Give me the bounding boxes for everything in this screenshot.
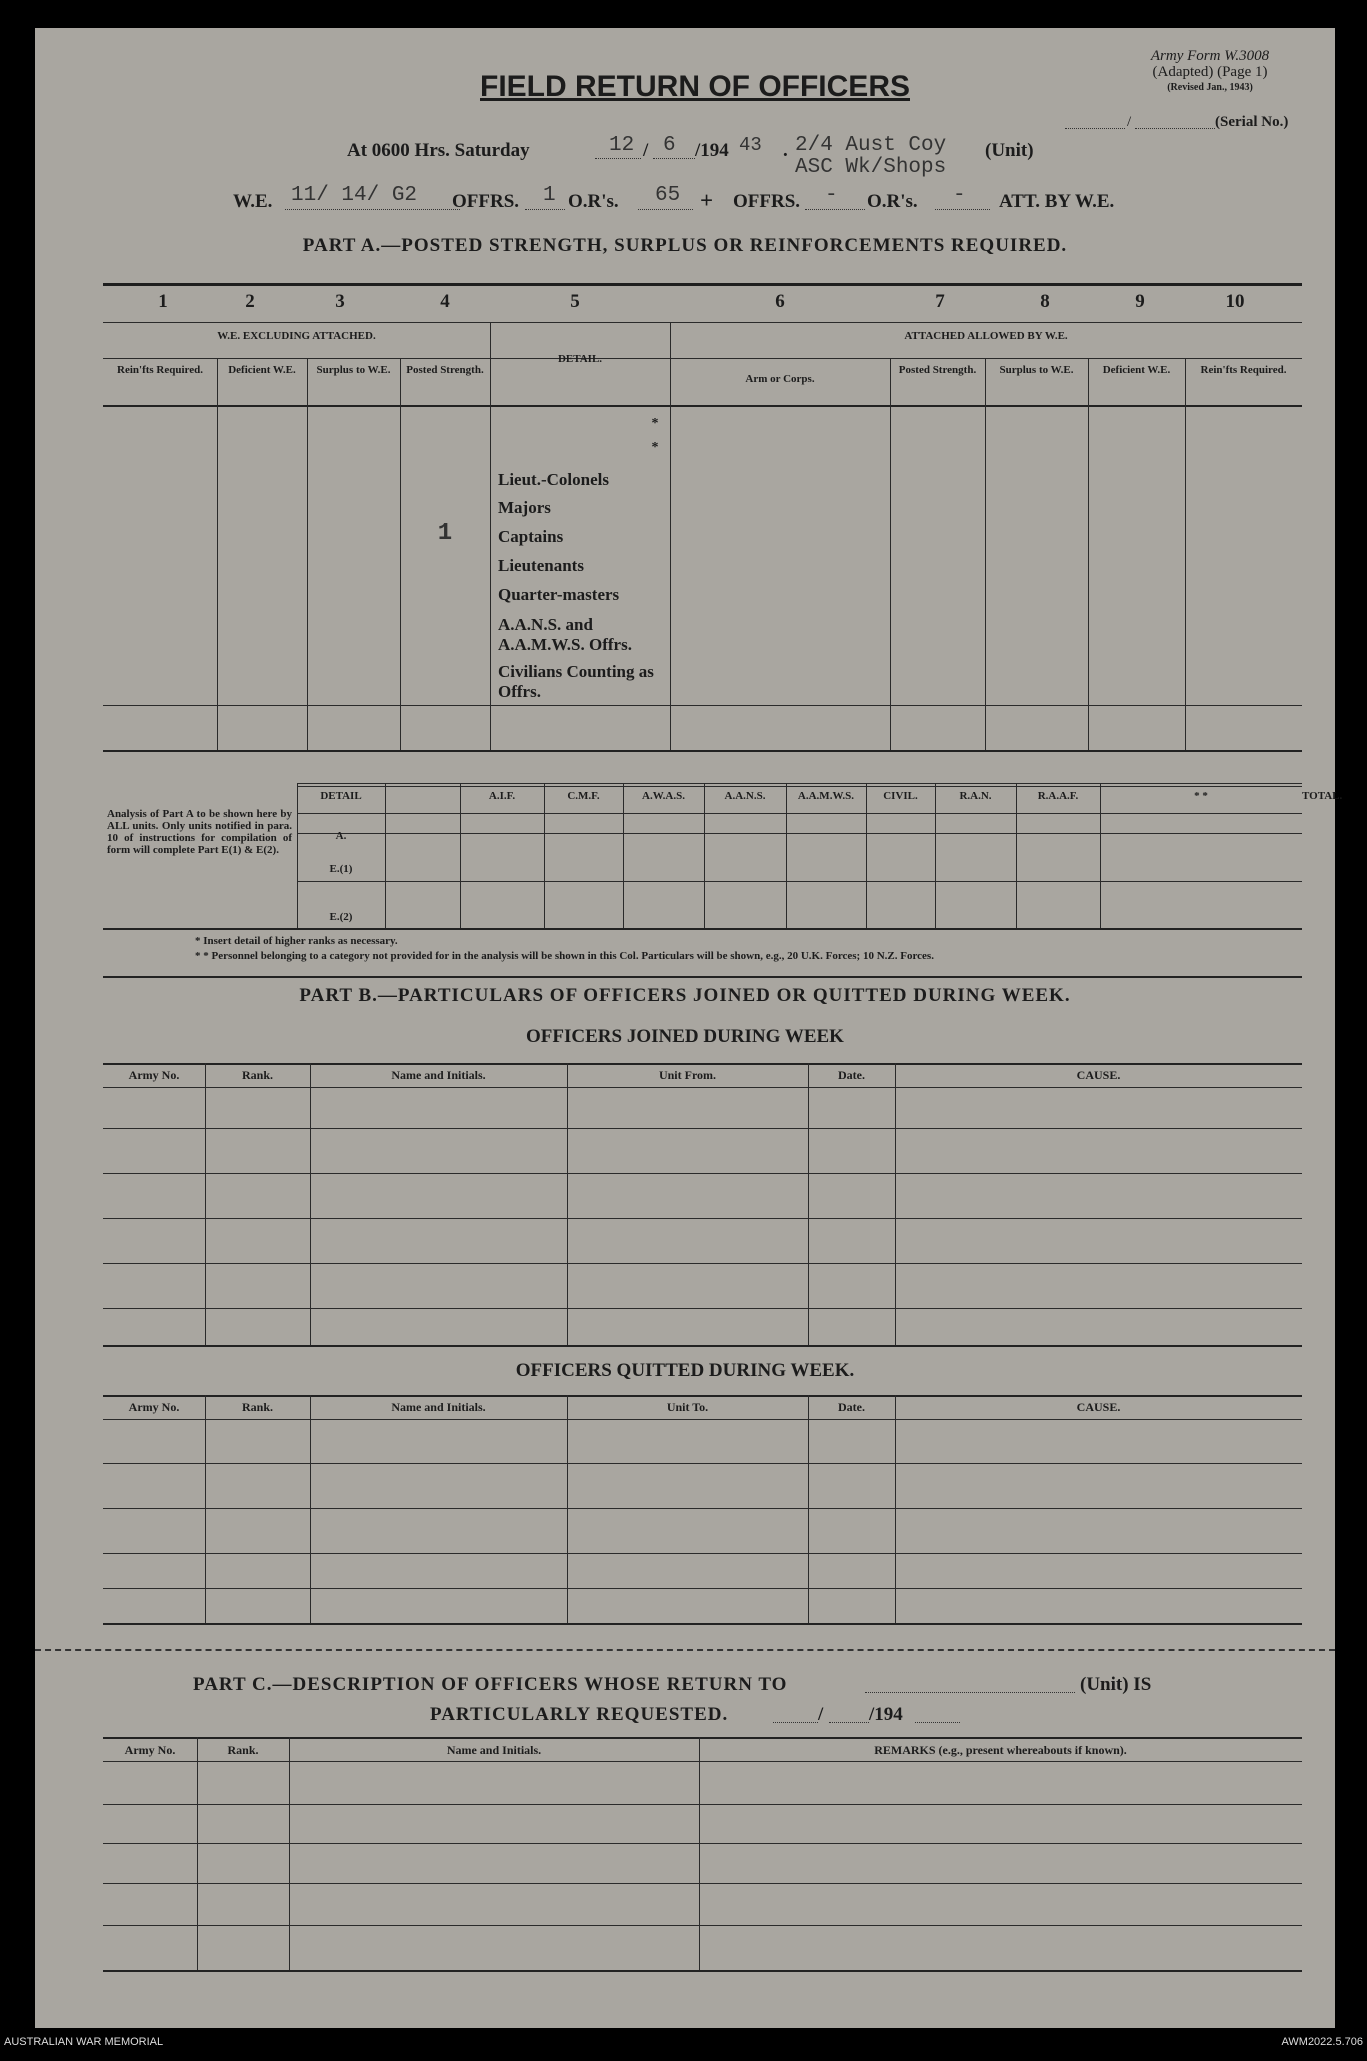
column-divider bbox=[297, 783, 298, 928]
rule bbox=[103, 976, 1302, 978]
column-number: 7 bbox=[935, 291, 945, 312]
offrs-att-label: OFFRS. bbox=[733, 191, 801, 212]
rule bbox=[103, 1925, 1302, 1926]
plus-sign: + bbox=[700, 188, 714, 213]
column-divider bbox=[699, 1737, 700, 1970]
analysis-column-header: A.A.M.W.S. bbox=[797, 790, 855, 802]
rule bbox=[103, 1737, 1302, 1739]
table-column-header: Name and Initials. bbox=[391, 1068, 486, 1082]
column-divider bbox=[1016, 783, 1017, 928]
analysis-column-header: C.M.F. bbox=[567, 790, 600, 802]
unit-name-line1: 2/4 Aust Coy bbox=[795, 134, 947, 157]
rank-label: A.A.N.S. and A.A.M.W.S. Offrs. bbox=[498, 615, 632, 654]
rule bbox=[103, 1345, 1302, 1347]
rule bbox=[103, 1087, 1302, 1088]
column-divider bbox=[808, 1063, 809, 1345]
footnote-personnel: * * Personnel belonging to a category not provided for in the analysis will be shown in this Col. Particulars will be shown, e.g., 20 U.K. Forces; 10 N.Z. Forces. bbox=[195, 950, 934, 962]
table-column-header: Rank. bbox=[241, 1400, 273, 1414]
rule bbox=[103, 1063, 1302, 1065]
column-divider bbox=[289, 1737, 290, 1970]
form-sheet: Army Form W.3008 (Adapted) (Page 1) (Revised Jan., 1943) / (Serial No.) FIELD RETURN OF OFFICERS At 0600 Hrs. Saturday 12 / 6 /194 43 . 2/4 Aust Coy (Unit) ASC Wk/Shops W.E. 11/ 14/ G2 OFFRS. 1 O.R's. 65 + OFFRS. - O.R's. - ATT. BY W.E. PART A.—POSTED STRENGTH, SURPLUS OR REINFORCEMENTS REQUIRED. 1 2 3 4 5 6 7 8 9 10 W.E. EXCLUDING ATTACHED. ATTACHED ALLOWED BY W.E. DETAIL. Rein'fts Required. Deficient W.E. Surplus to W.E. Posted Strength. Arm or Corps. Posted Strength. Surplus to W.E. Deficient W.E. Rein'fts Required. * * Lieut.-Colonels Majors Captains Lieutenants Quarter-masters A.A.N.S. and A.A.M.W.S. Offrs. Civilians Counting as Offrs. 1 DETAIL A.I.F. C.M.F. A.W.A.S. A.A.N.S. A.A.M.W.S. CIVIL. R.A.N. R.A.A.F. * * TOTAL. A. E.(1) E.(2) Analysis of Part A to be shown here by ALL units. Only units notified in para. 10 of instructions for compilation of form will complete Part E(1) & E(2). * Insert detail of higher ranks as necessary. * * Personnel belonging to a category not provided for in the analysis will be shown in this Col. Particulars will be shown, e.g., 20 U.K. Forces; 10 N.Z. Forces. PART B.—PARTICULARS OF OFFICERS JOINED OR QUITTED DURING WEEK. OFFICERS JOINED DURING WEEK Army No. Rank. Name and Initials. Unit From. Date. CAUSE. OFFICERS QUITTED DURING WEEK. Army No. Rank. Name and Initials. Unit To. Date. CAUSE. PART C.—DESCRIPTION OF OFFICERS WHOSE RETURN TO (Unit) IS PARTICULARLY REQUESTED. / /194 Army No. Rank. Name and Initials. REMARKS (e.g., present whereabouts if known). bbox=[35, 28, 1335, 2028]
analysis-column-header: A.W.A.S. bbox=[642, 790, 685, 802]
column-divider bbox=[704, 783, 705, 928]
attached-allowed-header: ATTACHED ALLOWED BY W.E. bbox=[904, 330, 1068, 342]
column-divider bbox=[310, 1063, 311, 1345]
rank-label: Captains bbox=[498, 527, 564, 546]
rule bbox=[297, 881, 1302, 882]
form-reference bbox=[1095, 48, 1325, 96]
unit-label: (Unit) bbox=[985, 140, 1034, 161]
column-divider bbox=[985, 358, 986, 750]
column-number: 8 bbox=[1040, 291, 1050, 312]
column-divider bbox=[544, 783, 545, 928]
table-column-header: Date. bbox=[838, 1068, 865, 1082]
rule bbox=[297, 833, 1302, 834]
rank-label: Civilians Counting as Offrs. bbox=[498, 662, 654, 701]
part-a-title: PART A.—POSTED STRENGTH, SURPLUS OR REINFORCEMENTS REQUIRED. bbox=[302, 235, 1068, 256]
rule bbox=[103, 1588, 1302, 1589]
rule bbox=[103, 1218, 1302, 1219]
table-column-header: REMARKS (e.g., present whereabouts if known). bbox=[874, 1743, 1127, 1757]
date-month: 6 bbox=[663, 134, 676, 157]
analysis-row-label: A. bbox=[335, 830, 347, 842]
column-divider bbox=[1100, 783, 1101, 928]
rule bbox=[103, 1263, 1302, 1264]
rule bbox=[103, 1463, 1302, 1464]
analysis-column-header: DETAIL bbox=[320, 790, 362, 802]
rule bbox=[103, 1395, 1302, 1397]
table-column-header: Unit From. bbox=[658, 1068, 717, 1082]
offrs-label: OFFRS. bbox=[452, 191, 520, 212]
analysis-column-header: * * bbox=[1194, 790, 1208, 802]
table-column-header: Army No. bbox=[128, 1400, 180, 1414]
column-divider bbox=[866, 783, 867, 928]
rule bbox=[103, 1804, 1302, 1805]
page-title: FIELD RETURN OF OFFICERS bbox=[480, 70, 910, 103]
rule bbox=[103, 705, 1302, 706]
analysis-column-header: A.A.N.S. bbox=[724, 790, 766, 802]
analysis-row-label: E.(2) bbox=[329, 911, 353, 923]
form-revised: (Revised Jan., 1943) bbox=[1167, 82, 1253, 93]
column-number: 6 bbox=[775, 291, 785, 312]
date-day: 12 bbox=[609, 134, 635, 157]
column-divider bbox=[808, 1395, 809, 1623]
posted-strength-captains: 1 bbox=[437, 520, 453, 547]
rule bbox=[103, 1623, 1302, 1625]
rule bbox=[103, 405, 1302, 407]
column-number: 2 bbox=[245, 291, 255, 312]
detail-header: DETAIL. bbox=[557, 353, 603, 365]
column-divider bbox=[1185, 358, 1186, 750]
form-number: Army Form W.3008 bbox=[1150, 48, 1270, 64]
subheader-left: Posted Strength. bbox=[406, 364, 484, 376]
table-column-header: Date. bbox=[838, 1400, 865, 1414]
asterisk-mark: * bbox=[651, 416, 659, 431]
perforation-line bbox=[35, 1649, 1335, 1651]
column-divider bbox=[217, 358, 218, 750]
column-number: 9 bbox=[1135, 291, 1145, 312]
rank-label: Quarter-masters bbox=[498, 585, 620, 604]
part-c-title-line1: PART C.—DESCRIPTION OF OFFICERS WHOSE RETURN TO bbox=[193, 1674, 788, 1695]
rule bbox=[103, 1508, 1302, 1509]
analysis-column-header: A.I.F. bbox=[488, 790, 516, 802]
analysis-column-header: R.A.A.F. bbox=[1037, 790, 1079, 802]
footer-credit: AUSTRALIAN WAR MEMORIAL bbox=[4, 2036, 164, 2048]
column-divider bbox=[890, 358, 891, 750]
table-column-header: CAUSE. bbox=[1076, 1400, 1121, 1414]
form-adapted: (Adapted) (Page 1) bbox=[1152, 64, 1268, 80]
rule bbox=[103, 1173, 1302, 1174]
footer-accession: AWM2022.5.706 bbox=[1281, 2036, 1363, 2048]
column-divider bbox=[567, 1063, 568, 1345]
analysis-note: Analysis of Part A to be shown here by ALL units. Only units notified in para. 10 of instructions for compilation of form will complete Part E(1) & E(2). bbox=[107, 808, 292, 856]
we-excluding-header: W.E. EXCLUDING ATTACHED. bbox=[217, 330, 376, 342]
column-number: 4 bbox=[440, 291, 450, 312]
quitted-title: OFFICERS QUITTED DURING WEEK. bbox=[515, 1360, 855, 1381]
table-column-header: Army No. bbox=[128, 1068, 180, 1082]
part-c-year: /194 bbox=[869, 1704, 903, 1725]
column-divider bbox=[670, 322, 671, 750]
table-column-header: CAUSE. bbox=[1076, 1068, 1121, 1082]
ors-label: O.R's. bbox=[568, 191, 619, 212]
unit-name-line2: ASC Wk/Shops bbox=[795, 156, 947, 179]
rule bbox=[103, 1761, 1302, 1762]
serial-no-label: (Serial No.) bbox=[1215, 114, 1289, 130]
table-column-header: Name and Initials. bbox=[391, 1400, 486, 1414]
column-divider bbox=[895, 1063, 896, 1345]
column-divider bbox=[786, 783, 787, 928]
subheader-right: Posted Strength. bbox=[898, 364, 977, 376]
subheader-left: Rein'fts Required. bbox=[117, 364, 203, 376]
column-divider bbox=[935, 783, 936, 928]
analysis-column-header: CIVIL. bbox=[883, 790, 918, 802]
rule bbox=[297, 786, 1302, 787]
analysis-row-label: E.(1) bbox=[329, 863, 353, 875]
column-divider bbox=[385, 783, 386, 928]
subheader-right: Surplus to W.E. bbox=[999, 364, 1074, 376]
analysis-column-header: R.A.N. bbox=[959, 790, 992, 802]
column-divider bbox=[490, 322, 491, 750]
rule bbox=[103, 1308, 1302, 1309]
column-divider bbox=[460, 783, 461, 928]
part-c-title-line2: PARTICULARLY REQUESTED. bbox=[430, 1704, 729, 1725]
subheader-right: Deficient W.E. bbox=[1102, 364, 1171, 376]
rank-label: Lieut.-Colonels bbox=[498, 470, 609, 489]
date-year-suffix: 43 bbox=[739, 134, 762, 156]
part-b-title: PART B.—PARTICULARS OF OFFICERS JOINED OR QUITTED DURING WEEK. bbox=[299, 985, 1071, 1006]
rule bbox=[103, 750, 1302, 752]
column-divider bbox=[567, 1395, 568, 1623]
table-column-header: Rank. bbox=[227, 1743, 259, 1757]
offrs-value: 1 bbox=[543, 184, 556, 207]
rule bbox=[103, 322, 1302, 323]
rule bbox=[103, 1128, 1302, 1129]
column-divider bbox=[400, 358, 401, 750]
offrs-att-value: - bbox=[825, 184, 838, 207]
rule bbox=[103, 1419, 1302, 1420]
column-divider bbox=[205, 1063, 206, 1345]
analysis-column-header: TOTAL. bbox=[1302, 790, 1343, 802]
subheader-right: Arm or Corps. bbox=[745, 373, 815, 385]
rule bbox=[103, 1843, 1302, 1844]
table-column-header: Army No. bbox=[124, 1743, 176, 1757]
subheader-left: Surplus to W.E. bbox=[316, 364, 391, 376]
ors-att-label: O.R's. bbox=[867, 191, 918, 212]
column-divider bbox=[310, 1395, 311, 1623]
at-hours-label: At 0600 Hrs. Saturday bbox=[347, 140, 530, 161]
column-number: 10 bbox=[1225, 291, 1245, 312]
rule bbox=[297, 783, 1302, 784]
rule bbox=[103, 1553, 1302, 1554]
rule bbox=[103, 928, 1302, 930]
column-number: 5 bbox=[570, 291, 580, 312]
att-by-we-label: ATT. BY W.E. bbox=[999, 191, 1115, 212]
column-divider bbox=[205, 1395, 206, 1623]
subheader-right: Rein'fts Required. bbox=[1200, 364, 1287, 376]
part-c-unit-is: (Unit) IS bbox=[1080, 1674, 1152, 1695]
subheader-left: Deficient W.E. bbox=[228, 364, 296, 376]
table-column-header: Rank. bbox=[241, 1068, 273, 1082]
column-number: 3 bbox=[335, 291, 345, 312]
rule bbox=[670, 358, 1302, 359]
table-column-header: Name and Initials. bbox=[446, 1743, 542, 1757]
column-divider bbox=[307, 358, 308, 750]
ors-att-value: - bbox=[953, 184, 966, 207]
rank-label: Lieutenants bbox=[498, 556, 584, 575]
table-column-header: Unit To. bbox=[666, 1400, 709, 1414]
joined-title: OFFICERS JOINED DURING WEEK bbox=[526, 1026, 844, 1047]
rank-label: Majors bbox=[498, 498, 551, 517]
rule bbox=[103, 1970, 1302, 1972]
column-divider bbox=[1088, 358, 1089, 750]
we-label: W.E. bbox=[233, 191, 273, 212]
column-number: 1 bbox=[158, 291, 168, 312]
rule bbox=[103, 283, 1302, 286]
column-divider bbox=[197, 1737, 198, 1970]
footnote-ranks: * Insert detail of higher ranks as necessary. bbox=[195, 935, 398, 947]
rule bbox=[103, 1883, 1302, 1884]
column-divider bbox=[623, 783, 624, 928]
we-value: 11/ 14/ G2 bbox=[291, 184, 418, 207]
ors-value: 65 bbox=[655, 184, 681, 207]
rule bbox=[297, 813, 1302, 814]
column-divider bbox=[895, 1395, 896, 1623]
asterisk-mark: * bbox=[651, 440, 659, 455]
date-year-prefix: /194 bbox=[695, 140, 729, 161]
